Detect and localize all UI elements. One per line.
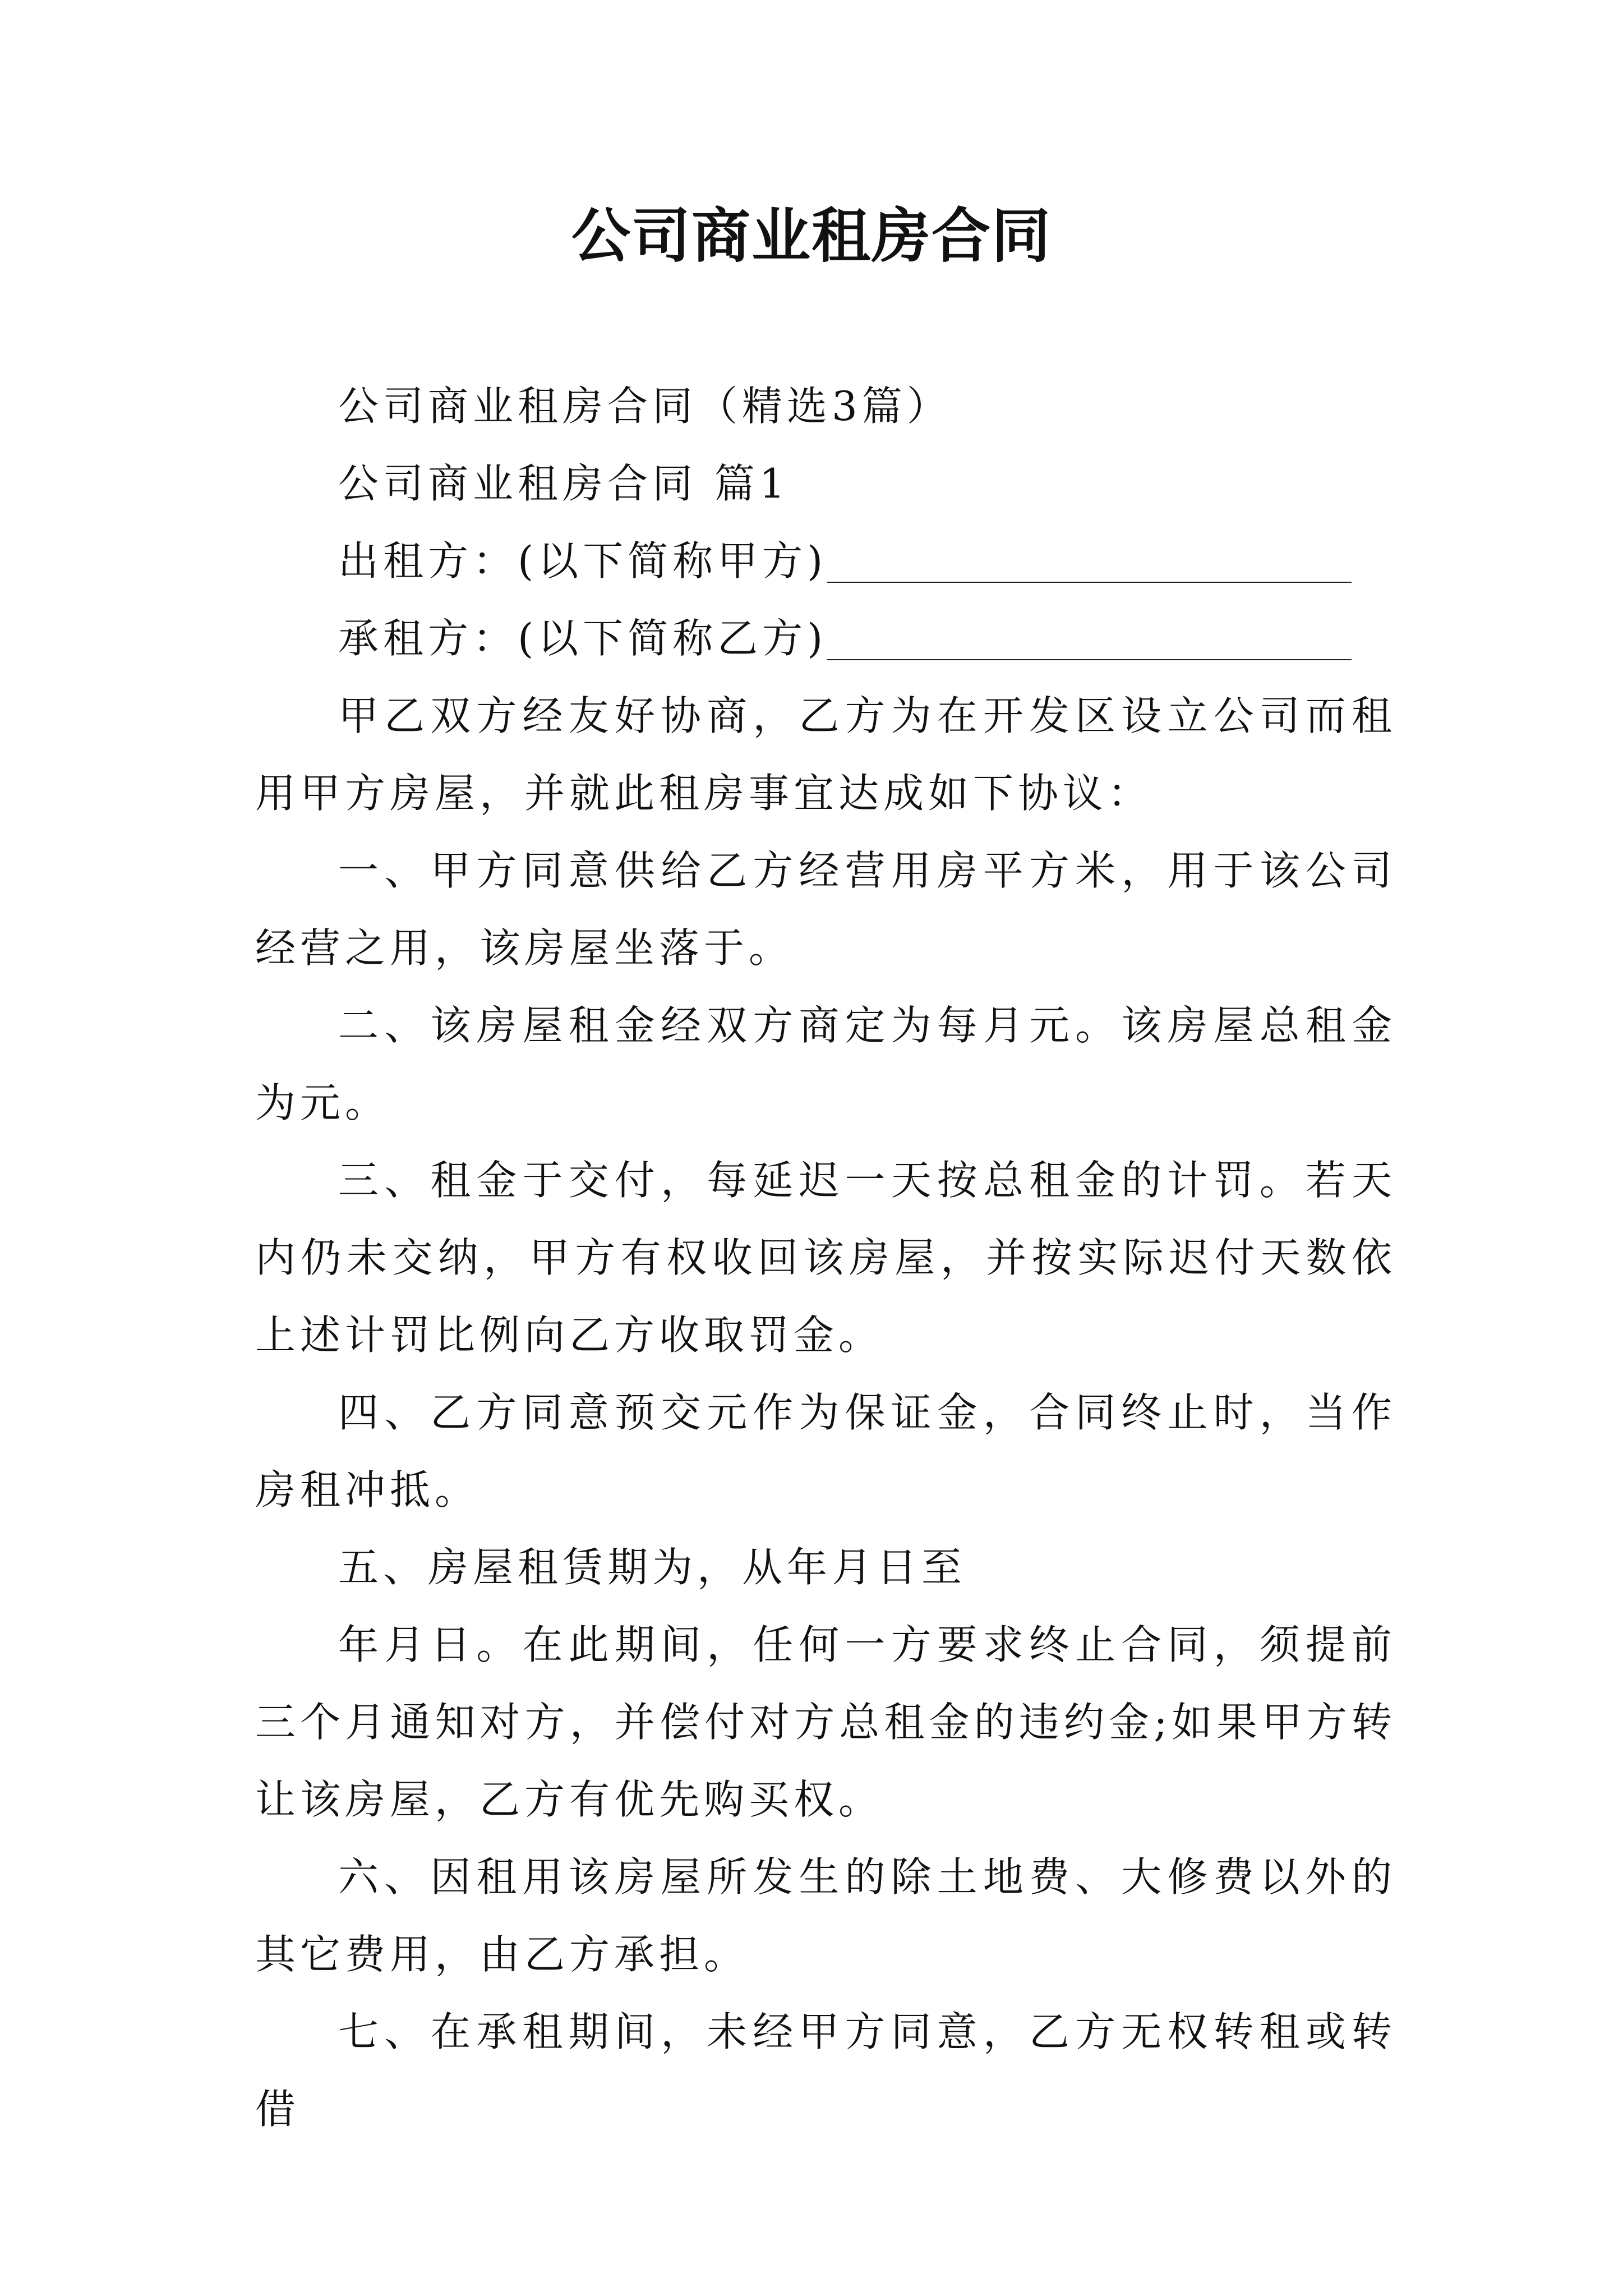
contract-clause: 三、租金于交付，每延迟一天按总租金的计罚。若天内仍未交纳，甲方有权收回该房屋，并按实际迟付天数依上述计罚比例向乙方收取罚金。 [255, 1157, 1396, 1359]
section-heading: 公司商业租房合同 篇1 [338, 460, 790, 507]
document-title: 公司商业租房合同 [571, 201, 1052, 270]
contract-clause: 二、该房屋租金经双方商定为每月元。该房屋总租金为元。 [255, 1002, 1396, 1126]
contract-subtitle: 公司商业租房合同（精选3篇） [338, 383, 952, 430]
lessor-label: 出租方：(以下简称甲方) [338, 537, 828, 585]
lessee-blank-field [827, 614, 1352, 660]
lessee-line [255, 600, 1396, 677]
lessor-line [255, 522, 1396, 600]
lessor-blank-field [827, 537, 1352, 583]
contract-clause: 一、甲方同意供给乙方经营用房平方米，用于该公司经营之用，该房屋坐落于。 [255, 847, 1396, 972]
contract-paragraph: 年月日。在此期间，任何一方要求终止合同，须提前三个月通知对方，并偿付对方总租金的违约金;如果甲方转让该房屋，乙方有优先购买权。 [255, 1621, 1396, 1823]
contract-clause: 四、乙方同意预交元作为保证金，合同终止时，当作房租冲抵。 [255, 1389, 1396, 1513]
contract-clause: 六、因租用该房屋所发生的除土地费、大修费以外的其它费用，由乙方承担。 [255, 1853, 1396, 1978]
contract-paragraph: 甲乙双方经友好协商，乙方为在开发区设立公司而租用甲方房屋，并就此租房事宜达成如下协议： [255, 692, 1396, 817]
lessee-label: 承租方：(以下简称乙方) [338, 615, 828, 662]
contract-clause: 七、在承租期间，未经甲方同意，乙方无权转租或转借 [255, 2008, 1396, 2133]
document-body [255, 367, 1396, 2148]
contract-clause: 五、房屋租赁期为，从年月日至 [338, 1544, 967, 1591]
